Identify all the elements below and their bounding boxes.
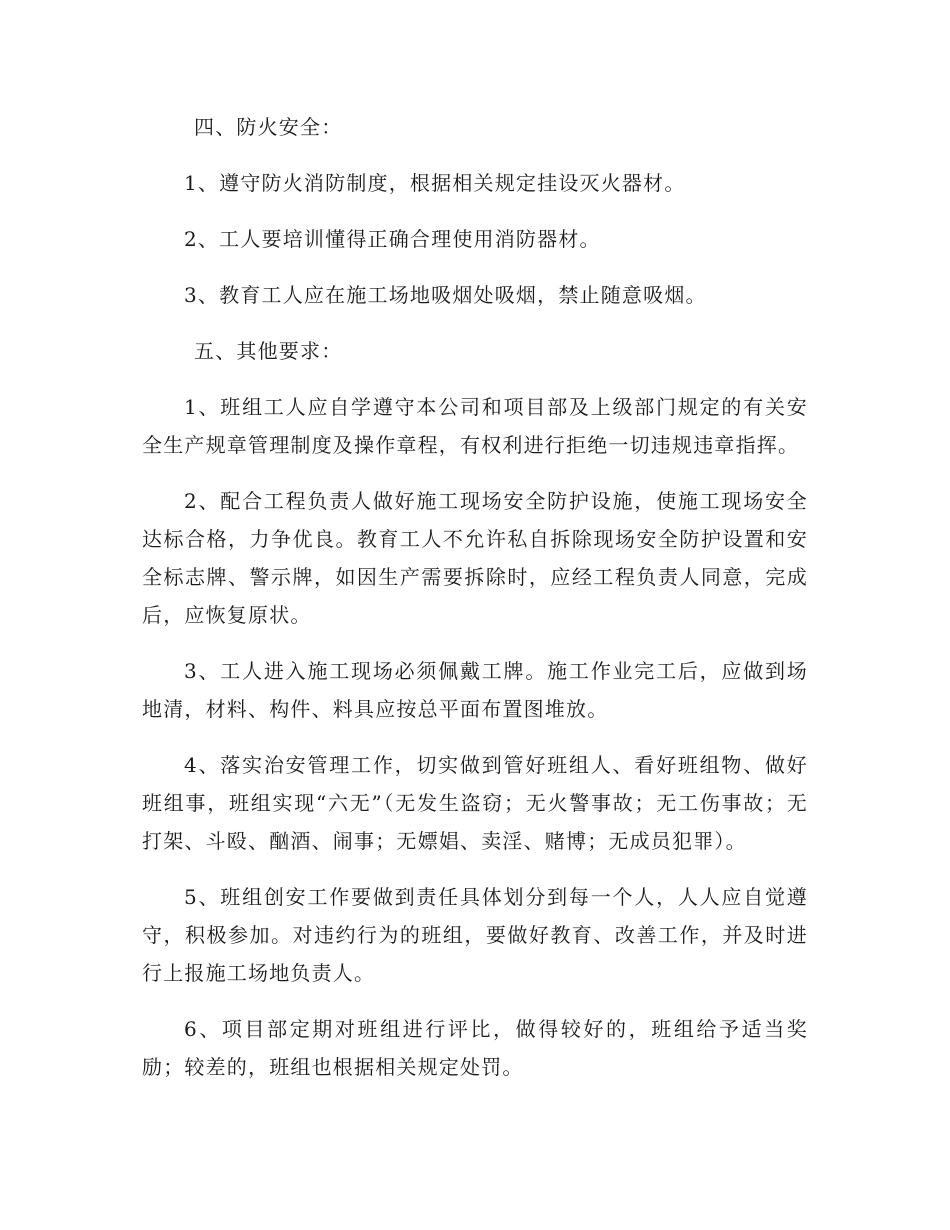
section-heading-other-requirements: 五、其他要求： <box>194 339 343 363</box>
other-requirements-item-4: 4、落实治安管理工作，切实做到管好班组人、看好班组物、做好班组事，班组实现“六无”（无发生盗窃；无火警事故；无工伤事故；无打架、斗殴、酗酒、闹事；无嫖娼、卖淫、赌博；无成员犯罪）。 <box>142 753 808 853</box>
fire-safety-item-2: 2、工人要培训懂得正确合理使用消防器材。 <box>184 227 601 251</box>
fire-safety-item-1: 1、遵守防火消防制度，根据相关规定挂设灭火器材。 <box>184 171 686 195</box>
other-requirements-item-3: 3、工人进入施工现场必须佩戴工牌。施工作业完工后，应做到场地清，材料、构件、料具应按总平面布置图堆放。 <box>142 659 808 721</box>
other-requirements-item-2: 2、配合工程负责人做好施工现场安全防护设施，使施工现场安全达标合格，力争优良。教育工人不允许私自拆除现场安全防护设置和安全标志牌、警示牌，如因生产需要拆除时，应经工程负责人同意，完成后，应恢复原状。 <box>142 489 808 627</box>
other-requirements-item-6: 6、项目部定期对班组进行评比，做得较好的，班组给予适当奖励；较差的，班组也根据相关规定处罚。 <box>142 1017 808 1079</box>
fire-safety-item-3: 3、教育工人应在施工场地吸烟处吸烟，禁止随意吸烟。 <box>184 283 707 307</box>
document-body <box>142 108 808 1104</box>
other-requirements-item-5: 5、班组创安工作要做到责任具体划分到每一个人，人人应自觉遵守，积极参加。对违约行为的班组，要做好教育、改善工作，并及时进行上报施工场地负责人。 <box>142 885 808 985</box>
section-heading-fire-safety: 四、防火安全： <box>194 115 343 139</box>
other-requirements-item-1: 1、班组工人应自学遵守本公司和项目部及上级部门规定的有关安全生产规章管理制度及操作章程，有权利进行拒绝一切违规违章指挥。 <box>142 395 808 457</box>
